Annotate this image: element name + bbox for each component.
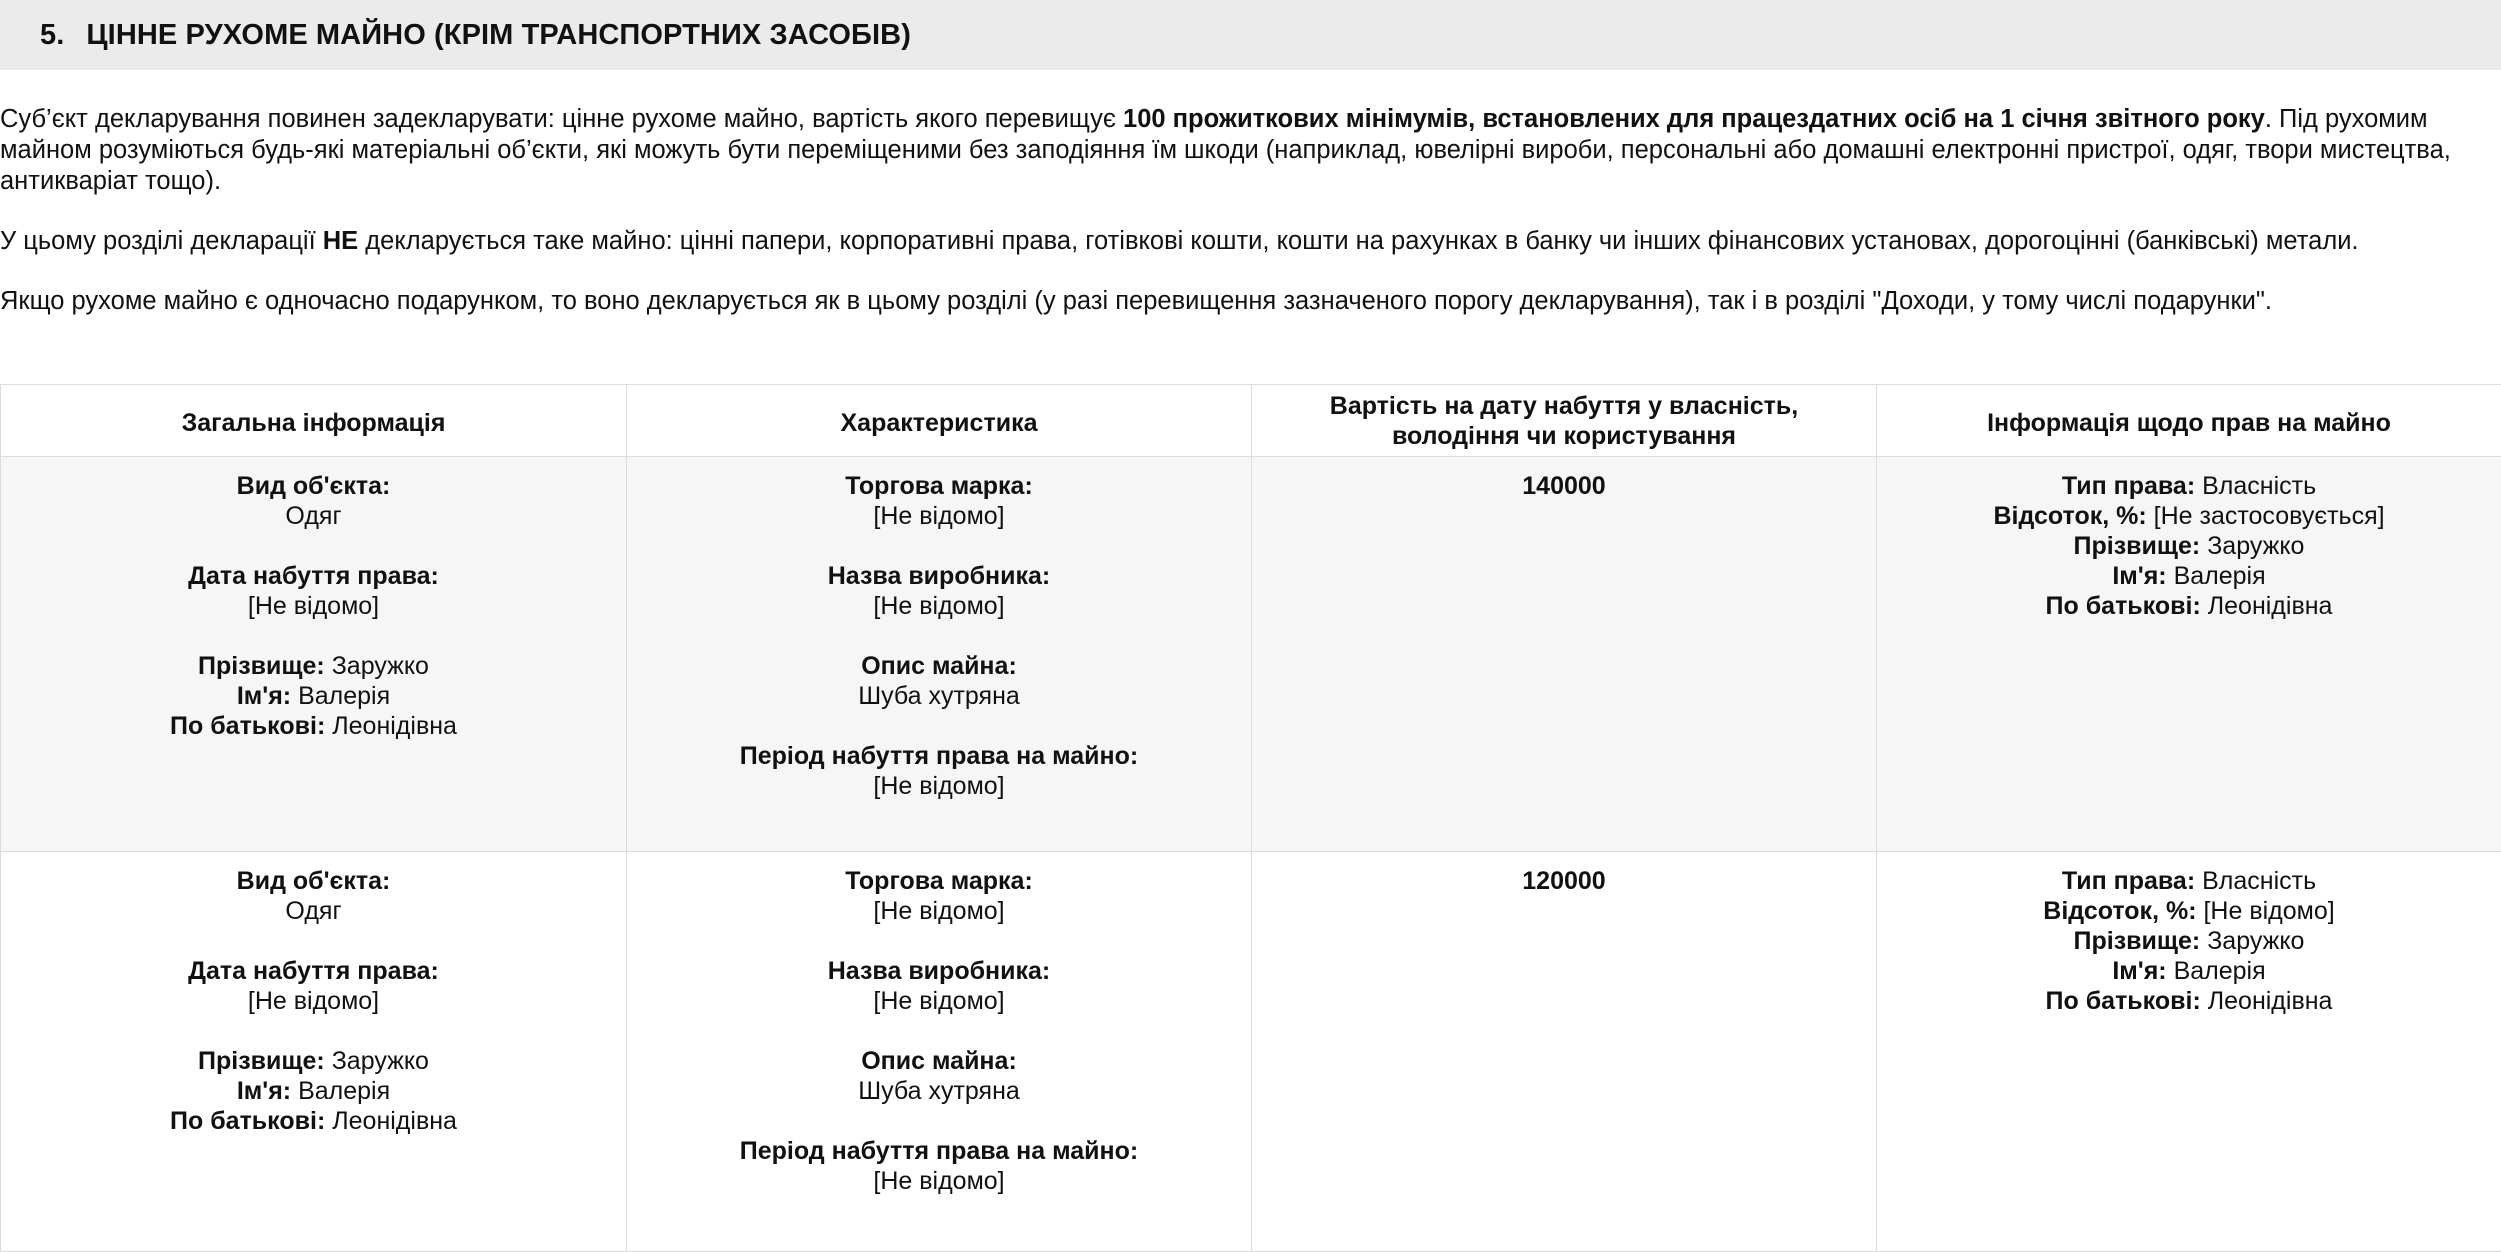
intro-paragraph-gifts: Якщо рухоме майно є одночасно подарунком, то воно декларується як в цьому розділі (у разі перевищення зазначеного порогу декларування), так і в розділі "Доходи, у тому числі подарунки". — [0, 286, 2501, 317]
label-percent: Відсоток, %: — [1993, 502, 2146, 530]
label-patronymic: По батькові: — [170, 712, 325, 740]
value-name: Валерія — [298, 1077, 390, 1105]
value-object-type: Одяг — [21, 896, 606, 926]
value-percent: [Не застосовується] — [2154, 502, 2385, 530]
value-owner-name: Валерія — [2174, 957, 2266, 985]
movable-property-table — [0, 384, 2501, 1252]
value-brand: [Не відомо] — [647, 896, 1231, 926]
label-surname: Прізвище: — [198, 652, 325, 680]
table-row — [1, 457, 2501, 852]
value-surname: Заружко — [332, 652, 429, 680]
label-object-type: Вид об'єкта: — [21, 471, 606, 501]
cell-characteristics — [627, 852, 1252, 1252]
value-manufacturer: [Не відомо] — [647, 591, 1231, 621]
label-name: Ім'я: — [2112, 562, 2166, 590]
table-header-row — [1, 385, 2501, 457]
label-manufacturer: Назва виробника: — [647, 956, 1231, 986]
value-owner-name: Валерія — [2174, 562, 2266, 590]
section-title: ЦІННЕ РУХОМЕ МАЙНО (КРІМ ТРАНСПОРТНИХ ЗАСОБІВ) — [86, 19, 911, 52]
intro-not-bold: НЕ — [323, 227, 358, 255]
value-object-type: Одяг — [21, 501, 606, 531]
section-number: 5. — [40, 19, 64, 52]
label-manufacturer: Назва виробника: — [647, 561, 1231, 591]
intro-paragraph-exclusions — [0, 226, 2501, 257]
label-acquisition-date: Дата набуття права: — [21, 956, 606, 986]
section-intro — [0, 104, 2501, 317]
label-patronymic: По батькові: — [2046, 987, 2201, 1015]
label-acquisition-period: Період набуття права на майно: — [647, 741, 1231, 771]
column-header-value-text: Вартість на дату набуття у власність, володіння чи користування — [1330, 392, 1798, 450]
value-percent: [Не відомо] — [2203, 897, 2334, 925]
column-header-rights: Інформація щодо прав на майно — [1877, 385, 2501, 457]
label-surname: Прізвище: — [2074, 927, 2201, 955]
label-acquisition-period: Період набуття права на майно: — [647, 1136, 1231, 1166]
value-acquisition-period: [Не відомо] — [647, 771, 1231, 801]
cell-characteristics — [627, 457, 1252, 852]
value-owner-patronymic: Леонідівна — [2208, 987, 2333, 1015]
value-description: Шуба хутряна — [647, 681, 1231, 711]
cell-general-info — [1, 457, 627, 852]
value-manufacturer: [Не відомо] — [647, 986, 1231, 1016]
value-description: Шуба хутряна — [647, 1076, 1231, 1106]
value-patronymic: Леонідівна — [332, 1107, 457, 1135]
value-amount: 140000 — [1272, 471, 1856, 501]
value-acquisition-date: [Не відомо] — [21, 986, 606, 1016]
label-patronymic: По батькові: — [170, 1107, 325, 1135]
label-name: Ім'я: — [2112, 957, 2166, 985]
value-acquisition-period: [Не відомо] — [647, 1166, 1231, 1196]
label-brand: Торгова марка: — [647, 866, 1231, 896]
cell-value — [1252, 457, 1877, 852]
label-description: Опис майна: — [647, 1046, 1231, 1076]
value-patronymic: Леонідівна — [332, 712, 457, 740]
cell-value — [1252, 852, 1877, 1252]
intro-text: декларується таке майно: цінні папери, корпоративні права, готівкові кошти, кошти на рахунках в банку чи інших фінансових установах, дорогоцінні (банківські) метали. — [358, 227, 2358, 255]
value-brand: [Не відомо] — [647, 501, 1231, 531]
label-object-type: Вид об'єкта: — [21, 866, 606, 896]
label-surname: Прізвище: — [2074, 532, 2201, 560]
cell-rights — [1877, 457, 2501, 852]
cell-general-info — [1, 852, 627, 1252]
cell-rights — [1877, 852, 2501, 1252]
label-name: Ім'я: — [237, 682, 291, 710]
label-surname: Прізвище: — [198, 1047, 325, 1075]
intro-text: . Під рухомим майном розуміються будь-які матеріальні об’єкти, які можуть бути переміщеними без заподіяння їм шкоди (наприклад, ювелірні вироби, персональні або домашні електронні пристрої, одяг, твори мистецтва, антикваріат тощо). — [0, 105, 2451, 195]
label-name: Ім'я: — [237, 1077, 291, 1105]
value-owner-surname: Заружко — [2207, 927, 2304, 955]
value-owner-patronymic: Леонідівна — [2208, 592, 2333, 620]
table-row — [1, 852, 2501, 1252]
value-name: Валерія — [298, 682, 390, 710]
value-right-type: Власність — [2202, 867, 2316, 895]
column-header-general: Загальна інформація — [1, 385, 627, 457]
section-header — [0, 0, 2501, 70]
intro-text: У цьому розділі декларації — [0, 227, 323, 255]
value-right-type: Власність — [2202, 472, 2316, 500]
value-acquisition-date: [Не відомо] — [21, 591, 606, 621]
column-header-characteristics: Характеристика — [627, 385, 1252, 457]
value-owner-surname: Заружко — [2207, 532, 2304, 560]
label-right-type: Тип права: — [2062, 867, 2195, 895]
label-percent: Відсоток, %: — [2043, 897, 2196, 925]
label-patronymic: По батькові: — [2046, 592, 2201, 620]
value-surname: Заружко — [332, 1047, 429, 1075]
label-description: Опис майна: — [647, 651, 1231, 681]
column-header-value — [1252, 385, 1877, 457]
intro-text: Суб’єкт декларування повинен задекларувати: цінне рухоме майно, вартість якого перевищує — [0, 105, 1123, 133]
label-acquisition-date: Дата набуття права: — [21, 561, 606, 591]
intro-threshold-bold: 100 прожиткових мінімумів, встановлених для працездатних осіб на 1 січня звітного року — [1123, 105, 2265, 133]
label-brand: Торгова марка: — [647, 471, 1231, 501]
value-amount: 120000 — [1272, 866, 1856, 896]
intro-paragraph-threshold — [0, 104, 2501, 197]
label-right-type: Тип права: — [2062, 472, 2195, 500]
